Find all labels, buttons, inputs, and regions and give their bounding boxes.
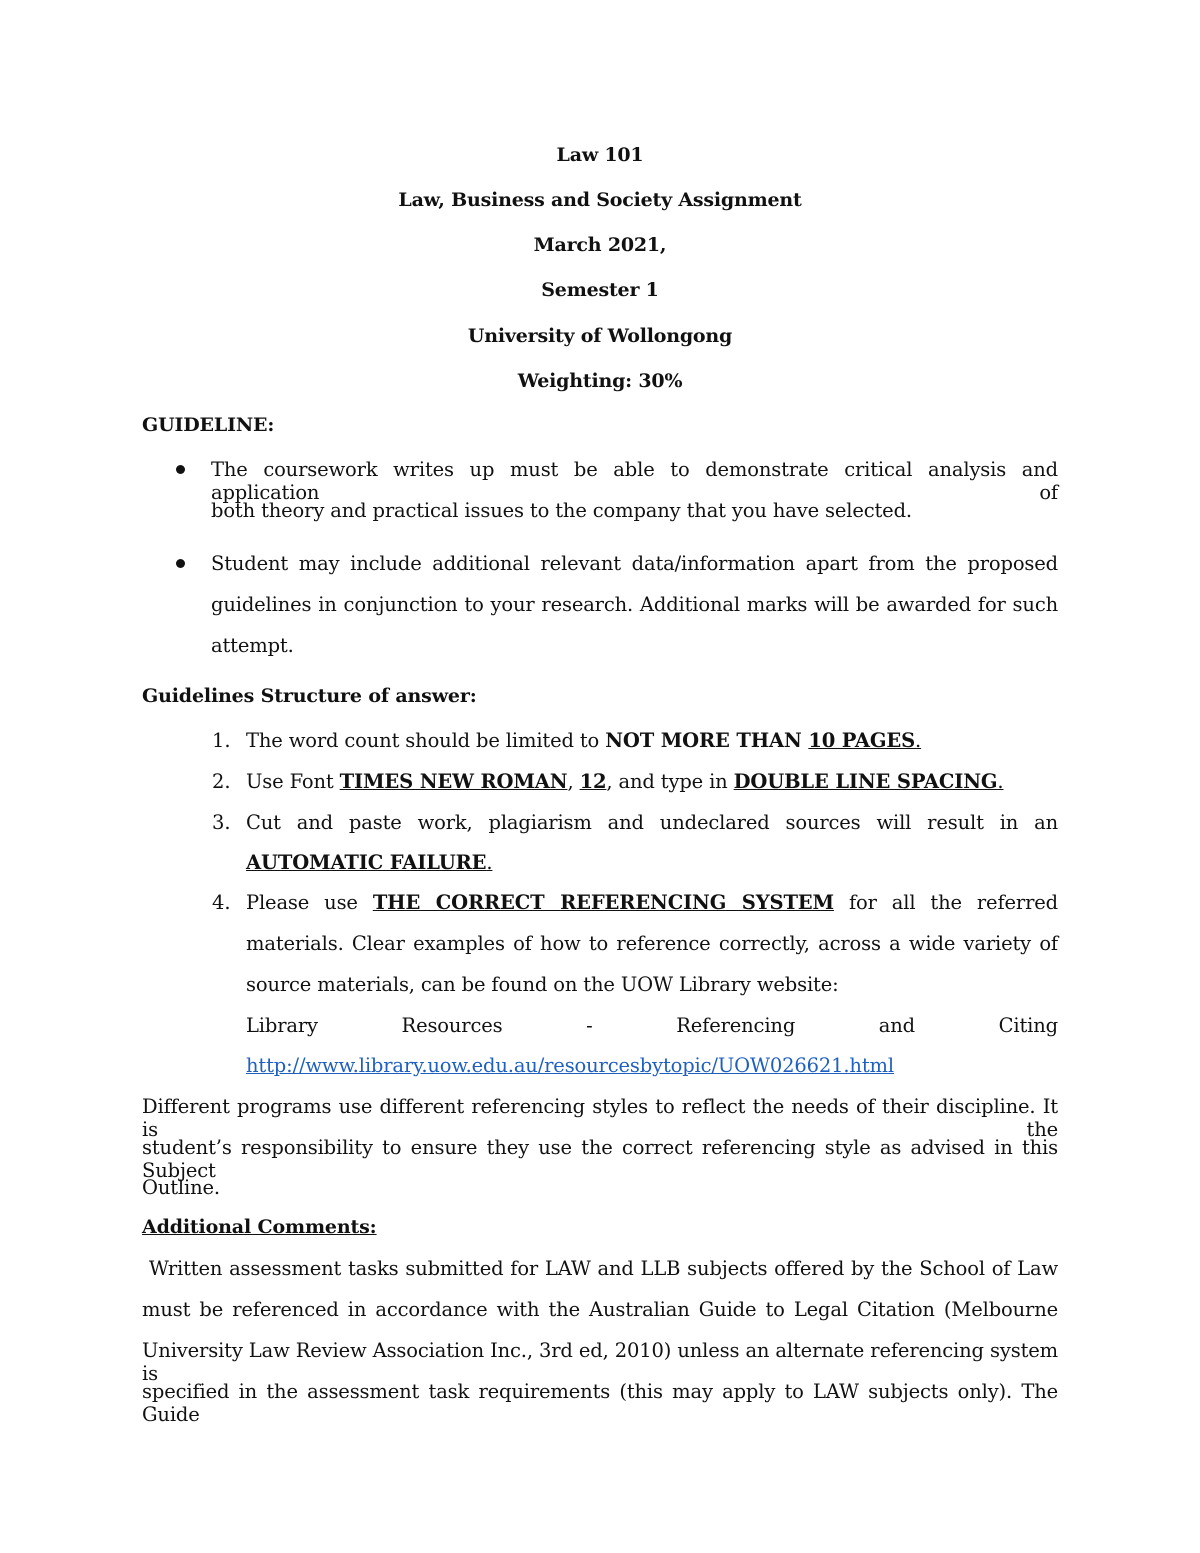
item-2-text-c: , and type in [606,770,734,793]
library-word: Resources [401,1014,503,1037]
library-link-line [246,1054,894,1077]
item-4-text-a: Please use [246,891,373,914]
additional-line-4: specified in the assessment task requirements (this may apply to LAW subjects only). The Guide [142,1380,1058,1426]
semester: Semester 1 [541,279,659,301]
structure-item-4-line-3: source materials, can be found on the UOW Library website: [246,973,839,996]
item-2-tail: . [997,770,1004,793]
guideline-bullet-2-line-3: attempt. [211,634,294,657]
item-4-bold-underline: THE CORRECT REFERENCING SYSTEM [372,891,834,914]
structure-heading: Guidelines Structure of answer: [142,685,477,707]
item-2-font-size: 12 [579,770,607,793]
referencing-paragraph-line-2: student’s responsibility to ensure they use the correct referencing style as advised in this Subject [142,1136,1058,1182]
library-url-link[interactable]: http://www.library.uow.edu.au/resourcesbytopic/UOW026621.html [246,1054,894,1077]
item-3-tail: . [486,851,493,874]
structure-item-3-line-1: Cut and paste work, plagiarism and undeclared sources will result in an [246,811,1058,834]
library-word: Library [246,1014,318,1037]
item-1-text: The word count should be limited to [246,729,606,752]
course-code: Law 101 [556,144,644,166]
item-1-bold-underline: 10 PAGES [808,729,916,752]
guideline-bullet-2-line-2: guidelines in conjunction to your research. Additional marks will be awarded for such [211,593,1058,616]
item-1-tail: . [915,729,922,752]
guideline-heading: GUIDELINE: [142,414,275,436]
list-number: 3. [212,811,231,834]
item-2-text-a: Use Font [246,770,340,793]
referencing-paragraph-line-1: Different programs use different referencing styles to reflect the needs of their discipline. It is the [142,1095,1058,1141]
university: University of Wollongong [467,325,733,347]
structure-item-4-line-1 [246,891,1058,914]
list-number: 1. [212,729,231,752]
structure-item-2 [246,770,1003,793]
structure-item-4-line-2: materials. Clear examples of how to reference correctly, across a wide variety of [246,932,1058,955]
list-number: 2. [212,770,231,793]
item-4-text-b: for all the referred [833,891,1058,914]
list-number: 4. [212,891,231,914]
item-2-font-name: TIMES NEW ROMAN [339,770,568,793]
library-resources-line [246,1014,1058,1037]
library-word: and [878,1014,915,1037]
item-2-spacing: DOUBLE LINE SPACING [733,770,998,793]
additional-line-3: University Law Review Association Inc., 3rd ed, 2010) unless an alternate referencing system is [142,1339,1058,1385]
structure-item-3-line-2 [246,851,492,874]
additional-line-1: Written assessment tasks submitted for LAW and LLB subjects offered by the School of Law [142,1257,1058,1280]
additional-line-2: must be referenced in accordance with the Australian Guide to Legal Citation (Melbourne [142,1298,1058,1321]
library-word: - [586,1014,593,1037]
automatic-failure: AUTOMATIC FAILURE [246,851,487,874]
additional-comments-heading: Additional Comments: [142,1216,377,1238]
bullet-icon [176,465,185,474]
guideline-bullet-2-line-1: Student may include additional relevant data/information apart from the proposed [211,552,1058,575]
bullet-icon [176,559,185,568]
item-1-bold: NOT MORE THAN [605,729,809,752]
guideline-bullet-1-line-2: both theory and practical issues to the company that you have selected. [211,499,912,522]
library-word: Citing [998,1014,1058,1037]
item-2-text-b: , [567,770,580,793]
library-word: Referencing [676,1014,796,1037]
weighting: Weighting: 30% [517,370,683,392]
structure-item-1 [246,729,921,752]
assignment-title: Law, Business and Society Assignment [398,189,802,211]
assignment-date: March 2021, [533,234,667,256]
referencing-paragraph-line-3: Outline. [142,1176,220,1199]
guideline-bullet-1-line-1: The coursework writes up must be able to demonstrate critical analysis and application of [211,458,1058,504]
